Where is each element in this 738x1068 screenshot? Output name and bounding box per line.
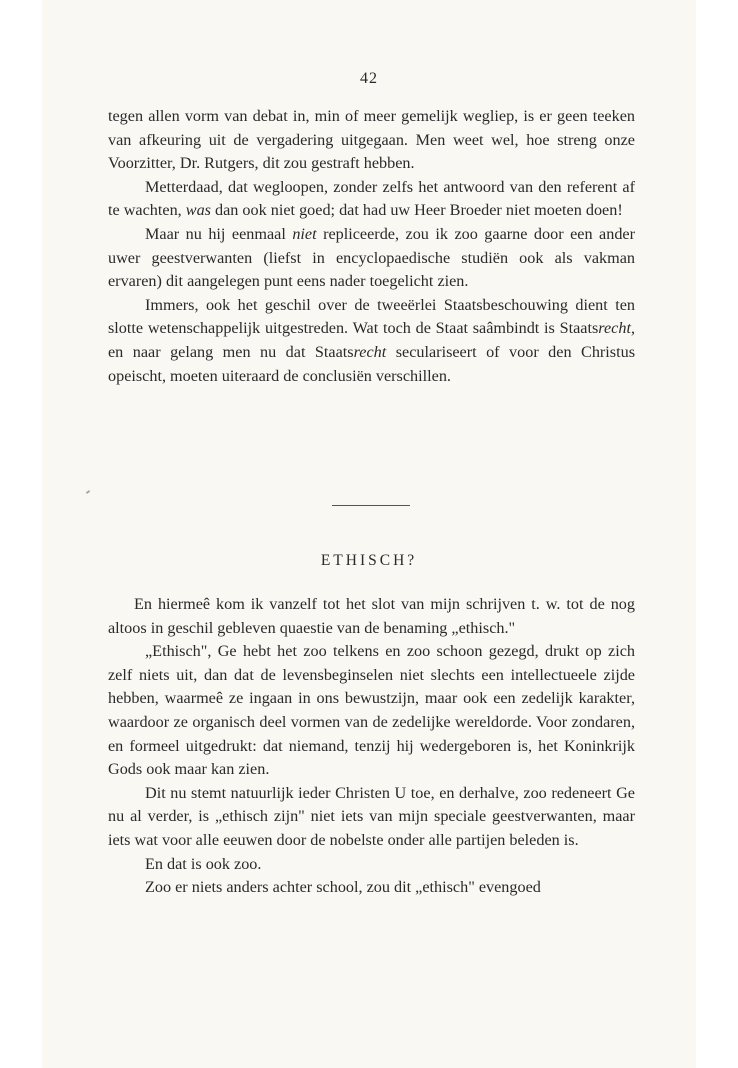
paragraph: En dat is ook zoo.: [145, 854, 262, 873]
paragraph: Zoo er niets anders achter school, zou dit „ethisch" evengoed: [145, 878, 541, 897]
margin-mark: [86, 490, 90, 494]
paragraph: tegen allen vorm van debat in, min of meer gemelijk wegliep, is er geen teeken van afkeuring uit de vergadering uitgegaan. Men weet wel, hoe streng onze Voorzitter, Dr. Rutgers, dit zou gestraft hebben.: [108, 107, 635, 173]
section-divider: [332, 505, 410, 506]
book-page: [42, 0, 696, 1068]
section-title: ETHISCH?: [320, 552, 418, 569]
paragraph: „Ethisch", Ge hebt het zoo telkens en zoo schoon gezegd, drukt op zich zelf niets uit, dan dat de levensbeginselen niet slechts een intellectueele zijde hebben, waarmeê ze ingaan in ons bewustzijn, maar ook een zedelijk karakter, waardoor ze organisch deel vormen van de zedelijke wereldorde. Voor zondaren, en formeel uitgedrukt: dat niemand, tenzij hij wedergeboren is, het Koninkrijk Gods ook maar kan zien.: [108, 642, 635, 779]
paragraph: Metterdaad, dat wegloopen, zonder zelfs het antwoord van den referent af te wachten, was dan ook niet goed; dat had uw Heer Broeder niet moeten doen!: [108, 177, 635, 220]
paragraph: En hiermeê kom ik vanzelf tot het slot van mijn schrijven t. w. tot de nog altoos in geschil gebleven quaestie van de benaming „ethisch.": [108, 595, 635, 637]
paragraph: Dit nu stemt natuurlijk ieder Christen U toe, en derhalve, zoo redeneert Ge nu al verder, is „ethisch zijn" niet iets van mijn speciale geestverwanten, maar iets wat voor alle eeuwen door de nobelste onder alle partijen beleden is.: [108, 783, 635, 849]
text-block-bottom: [108, 593, 635, 900]
paragraph: Maar nu hij eenmaal niet repliceerde, zou ik zoo gaarne door een ander uwer geestverwanten (liefst in encyclopaedische studiën ook als vakman ervaren) dit aangelegen punt eens nader toegelicht zien.: [108, 224, 635, 291]
paragraph: Immers, ook het geschil over de tweeërlei Staatsbeschouwing dient ten slotte wetenschappelijk uitgestreden. Wat toch de Staat saâmbindt is Staatsrecht, en naar gelang men nu dat Staatsrecht seculariseert of voor den Christus opeischt, moeten uiteraard de conclusiën verschillen.: [108, 295, 635, 385]
page-number: 42: [360, 70, 378, 87]
text-block-top: [108, 105, 635, 388]
